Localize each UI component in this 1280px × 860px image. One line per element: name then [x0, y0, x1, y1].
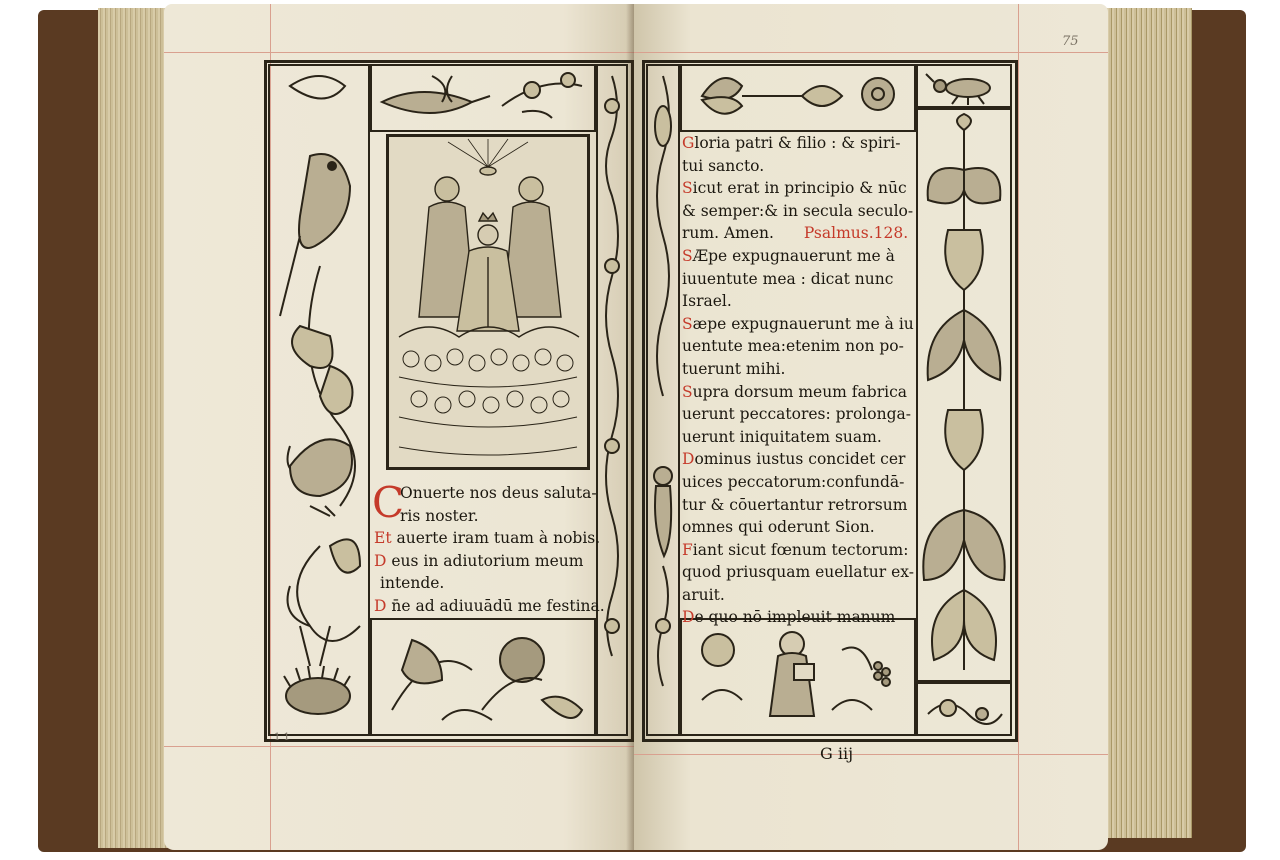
left-text-block — [372, 478, 605, 618]
rubric-initial: D — [682, 608, 695, 627]
text-line — [374, 595, 605, 618]
rubric-initial: S — [682, 382, 693, 401]
text-line: uerunt iniquitatem suam. — [682, 427, 882, 446]
psalm-heading: Psalmus.128. — [803, 224, 909, 243]
signature-mark: G iij — [820, 744, 854, 763]
text-line — [682, 222, 914, 245]
floral-border-right — [916, 108, 1012, 682]
ruling-line — [634, 52, 1108, 53]
text-line: uentute mea:etenim non po- — [682, 337, 904, 356]
insect — [918, 66, 1010, 106]
text-line: omnes qui oderunt Sion. — [682, 518, 875, 537]
thistle-plant — [918, 110, 1010, 680]
text-line: ris noster. — [400, 506, 479, 525]
text-line: aruit. — [682, 585, 725, 604]
text-line-body: auerte iram tuam à nobis. — [396, 529, 601, 548]
right-page — [634, 4, 1108, 850]
text-line-body: eus in adiutorium meum — [391, 551, 584, 570]
bird-border — [270, 66, 368, 734]
ruling-line — [634, 754, 1108, 755]
rubric-initial: G — [682, 134, 695, 152]
right-text-block — [682, 132, 914, 629]
ruling-line — [164, 746, 634, 747]
text-line — [682, 381, 914, 404]
text-line: Onuerte nos deus saluta- — [400, 484, 597, 502]
text-line — [682, 132, 914, 155]
marginal-mark: 1 1 — [274, 732, 290, 743]
rubric-initial: D — [682, 450, 695, 469]
text-line-body: æpe expugnauerunt me à iu — [692, 314, 914, 333]
floral-border-top — [370, 64, 596, 132]
text-line: tur & cōuertantur retrorsum — [682, 495, 908, 514]
text-line: uerunt peccatores: prolonga- — [682, 405, 911, 424]
rubric-initial: D — [374, 596, 387, 615]
text-line — [682, 448, 914, 471]
angel-with-book — [682, 620, 914, 734]
rubric-initial: S — [682, 314, 693, 333]
text-line — [682, 245, 914, 268]
ruling-line — [1018, 4, 1019, 850]
text-line: quod priusquam euellatur ex- — [682, 563, 914, 582]
text-line — [682, 177, 914, 200]
text-line: Israel. — [682, 292, 732, 311]
text-line: intende. — [380, 574, 445, 593]
floral-border-bottom — [680, 618, 916, 736]
insect-panel — [916, 64, 1012, 108]
monkey — [648, 66, 678, 734]
floral-border — [918, 684, 1010, 734]
text-line: uices peccatorum:confundā- — [682, 472, 905, 491]
ruling-line — [164, 52, 634, 53]
rubric-initial: S — [682, 246, 693, 265]
floral-border-left — [268, 64, 370, 736]
rubric-initial: S — [682, 179, 693, 198]
text-line: tuerunt mihi. — [682, 359, 786, 378]
text-line-body: upra dorsum meum fabrica — [692, 382, 907, 401]
floral-border-inner — [646, 64, 680, 736]
text-line: iuuentute mea : dicat nunc — [682, 269, 894, 288]
text-line — [374, 550, 605, 573]
text-line — [682, 606, 914, 629]
text-line: tui sancto. — [682, 156, 765, 175]
text-line: & semper:& in secula seculo- — [682, 201, 914, 220]
text-line-body: e quo nō impleuit manum — [694, 608, 896, 627]
text-line — [374, 527, 605, 550]
woodcut-coronation-of-the-virgin — [386, 134, 590, 470]
text-line-body: ominus iustus concidet cer — [694, 450, 906, 469]
text-line-body: Æpe expugnauerunt me à — [692, 246, 895, 265]
pomegranate — [372, 620, 594, 734]
initial-letter: C — [372, 478, 405, 527]
butterfly — [682, 66, 914, 130]
floral-border — [598, 66, 626, 734]
floral-border-bottom — [370, 618, 596, 736]
folio-number: 75 — [1062, 34, 1079, 49]
rubric-initial: D — [374, 551, 387, 570]
floral-border-inner — [596, 64, 628, 736]
rubric-initial: F — [682, 540, 693, 559]
text-line — [682, 539, 914, 562]
right-page-edges — [1104, 8, 1192, 838]
floral-border-top — [680, 64, 916, 132]
rubric-initial: Et — [374, 529, 392, 548]
floral-border-corner — [916, 682, 1012, 736]
text-line-body: icut erat in principio & nūc — [692, 179, 907, 198]
insect — [372, 66, 594, 130]
text-line — [682, 313, 914, 336]
text-line-body: iant sicut fœnum tectorum: — [692, 540, 909, 559]
text-line-body: n̄e ad adiuuādū me festina. — [391, 596, 605, 615]
text-line-body: rum. Amen. — [682, 224, 774, 243]
left-page — [164, 4, 634, 850]
text-line-body: loria patri & filio : & spiri- — [694, 134, 901, 152]
